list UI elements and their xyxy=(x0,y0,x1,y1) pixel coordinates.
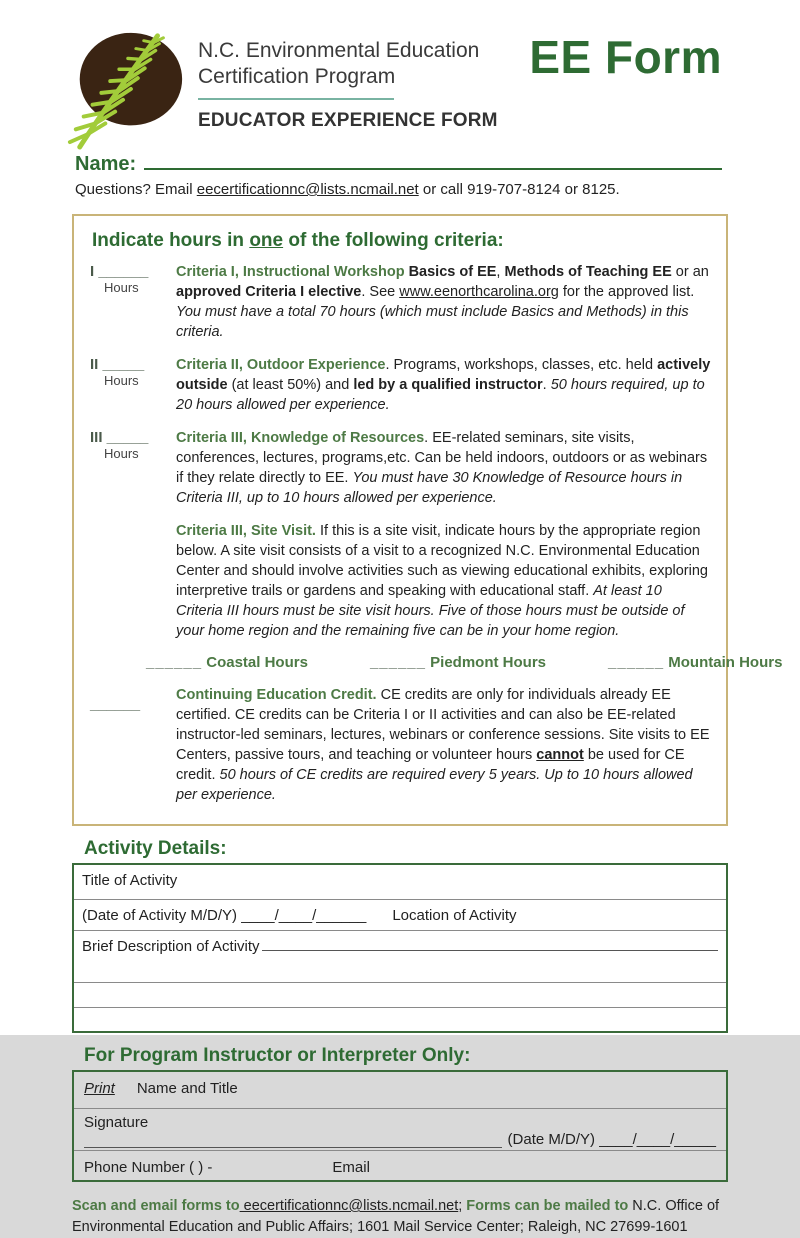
instructor-phone-email-field[interactable] xyxy=(74,1150,726,1180)
ce-credit-text: Continuing Education Credit. CE credits are only for individuals already EE certified. CE credits can be Criteria I or II activities and can also be EE-related instructor-led seminars, lectures, webinars or conference sessions. Site visits to EE Centers, passive tours, and teaching or volunteer hours cannot be used for CE credit. 50 hours of CE credits are required every 5 years. Up to 10 hours allowed per experience. xyxy=(176,687,710,803)
ce-credit-blank[interactable]: ______ xyxy=(90,696,141,713)
criteria-1-hours-field[interactable] xyxy=(90,262,176,342)
activity-extra-row-2[interactable] xyxy=(74,1007,726,1031)
ce-credit-hours-field[interactable] xyxy=(90,685,176,805)
activity-date-label: (Date of Activity M/D/Y) ____/____/______ xyxy=(82,907,367,924)
print-label: Print xyxy=(84,1080,115,1097)
fern-logo-icon xyxy=(62,22,190,150)
criteria-1-row xyxy=(90,262,712,342)
name-and-title-label: Name and Title xyxy=(136,1080,238,1097)
signature-label: Signature xyxy=(84,1114,149,1131)
activity-title-label: Title of Activity xyxy=(82,872,178,889)
signature-date-label: (Date M/D/Y) ____/____/_____ xyxy=(507,1131,716,1148)
criteria-3-hours-label: Hours xyxy=(104,446,139,461)
activity-date-location-field[interactable] xyxy=(74,899,726,930)
criteria-1-hours-label: Hours xyxy=(104,280,139,295)
ce-credit-row xyxy=(90,685,712,805)
ee-form-badge: EE Form xyxy=(529,31,722,83)
header xyxy=(0,0,800,150)
criteria-heading: Indicate hours in one of the following criteria: xyxy=(92,230,504,251)
mountain-hours-label: Mountain Hours xyxy=(668,654,783,671)
coastal-hours-label: Coastal Hours xyxy=(206,654,308,671)
activity-title-field[interactable] xyxy=(74,865,726,899)
email-label: Email xyxy=(332,1159,370,1176)
mountain-hours-blank[interactable]: ______ xyxy=(608,654,665,671)
piedmont-hours-label: Piedmont Hours xyxy=(430,654,547,671)
criteria-2-hours-label: Hours xyxy=(104,373,139,388)
phone-number-label: Phone Number ( ) - xyxy=(84,1159,213,1176)
instructor-box xyxy=(72,1070,728,1182)
activity-extra-row-1[interactable] xyxy=(74,982,726,1007)
criteria-3-hours-field[interactable] xyxy=(90,428,176,508)
site-visit-spacer xyxy=(90,521,176,641)
header-divider xyxy=(198,98,394,100)
mountain-hours-field[interactable] xyxy=(608,654,782,671)
region-hours-row xyxy=(146,654,783,671)
questions-line: Questions? Email eecertificationnc@lists.ncmail.net or call 919-707-8124 or 8125. xyxy=(75,181,620,198)
name-input-line[interactable] xyxy=(144,152,722,170)
criteria-2-blank[interactable]: II _____ xyxy=(90,356,145,373)
criteria-2-row xyxy=(90,355,712,415)
criteria-3-blank[interactable]: III _____ xyxy=(90,429,149,446)
name-row xyxy=(75,152,722,176)
activity-description-line[interactable] xyxy=(262,938,718,951)
instructor-name-field[interactable] xyxy=(74,1072,726,1108)
activity-details-heading: Activity Details: xyxy=(84,838,227,859)
form-title: EDUCATOR EXPERIENCE FORM xyxy=(198,110,498,132)
criteria-3-text: Criteria III, Knowledge of Resources. EE-related seminars, site visits, conferences, lectures, programs,etc. Can be held indoors, outdoors or as webinars if they relate directly to EE. You must have 30 Knowledge of Resource hours in Criteria III, up to 10 hours allowed per experience. xyxy=(176,430,708,506)
site-visit-text: Criteria III, Site Visit. If this is a site visit, indicate hours by the appropriate region below. A site visit consists of a visit to a recognized N.C. Environmental Education Center and should involve activities such as viewing educational exhibits, exploring interpretive trails or gardens and speaking with educational staff. At least 10 Criteria III hours must be site visit hours. Five of those hours must be outside of your home region and the remaining five can be in your home region. xyxy=(176,523,708,639)
activity-location-label: Location of Activity xyxy=(392,907,517,924)
coastal-hours-field[interactable] xyxy=(146,654,308,671)
org-block xyxy=(198,22,498,132)
org-name-line1: N.C. Environmental Education xyxy=(198,39,480,62)
coastal-hours-blank[interactable]: ______ xyxy=(146,654,203,671)
criteria-2-hours-field[interactable] xyxy=(90,355,176,415)
piedmont-hours-field[interactable] xyxy=(370,654,546,671)
activity-description-field[interactable] xyxy=(74,930,726,982)
criteria-1-text: Criteria I, Instructional Workshop Basics of EE, Methods of Teaching EE or an approved Criteria I elective. See www.eenorthcarolina.org for the approved list. You must have a total 70 hours (which must include Basics and Methods) in this criteria. xyxy=(176,264,709,340)
piedmont-hours-blank[interactable]: ______ xyxy=(369,654,426,671)
criteria-2-text: Criteria II, Outdoor Experience. Programs, workshops, classes, etc. held actively outside (at least 50%) and led by a qualified instructor. 50 hours required, up to 20 hours allowed per experience. xyxy=(176,357,711,413)
criteria-box xyxy=(72,214,783,826)
site-visit-row xyxy=(90,521,712,641)
mailing-instructions: Scan and email forms to eecertificationnc@lists.ncmail.net; Forms can be mailed to N.C. Office of Environmental Education and Public Affairs; 1601 Mail Service Center; Raleigh, NC 27699-1601 xyxy=(72,1198,720,1236)
instructor-section-heading: For Program Instructor or Interpreter Only: xyxy=(84,1045,471,1066)
criteria-3-row xyxy=(90,428,712,508)
activity-description-label: Brief Description of Activity xyxy=(82,938,260,955)
org-name-line2: Certification Program xyxy=(198,64,396,88)
name-label: Name: xyxy=(75,153,137,175)
activity-details-table xyxy=(72,863,728,1033)
criteria-1-blank[interactable]: I ______ xyxy=(90,263,149,280)
instructor-signature-field[interactable] xyxy=(74,1108,726,1150)
signature-line[interactable] xyxy=(84,1134,502,1148)
